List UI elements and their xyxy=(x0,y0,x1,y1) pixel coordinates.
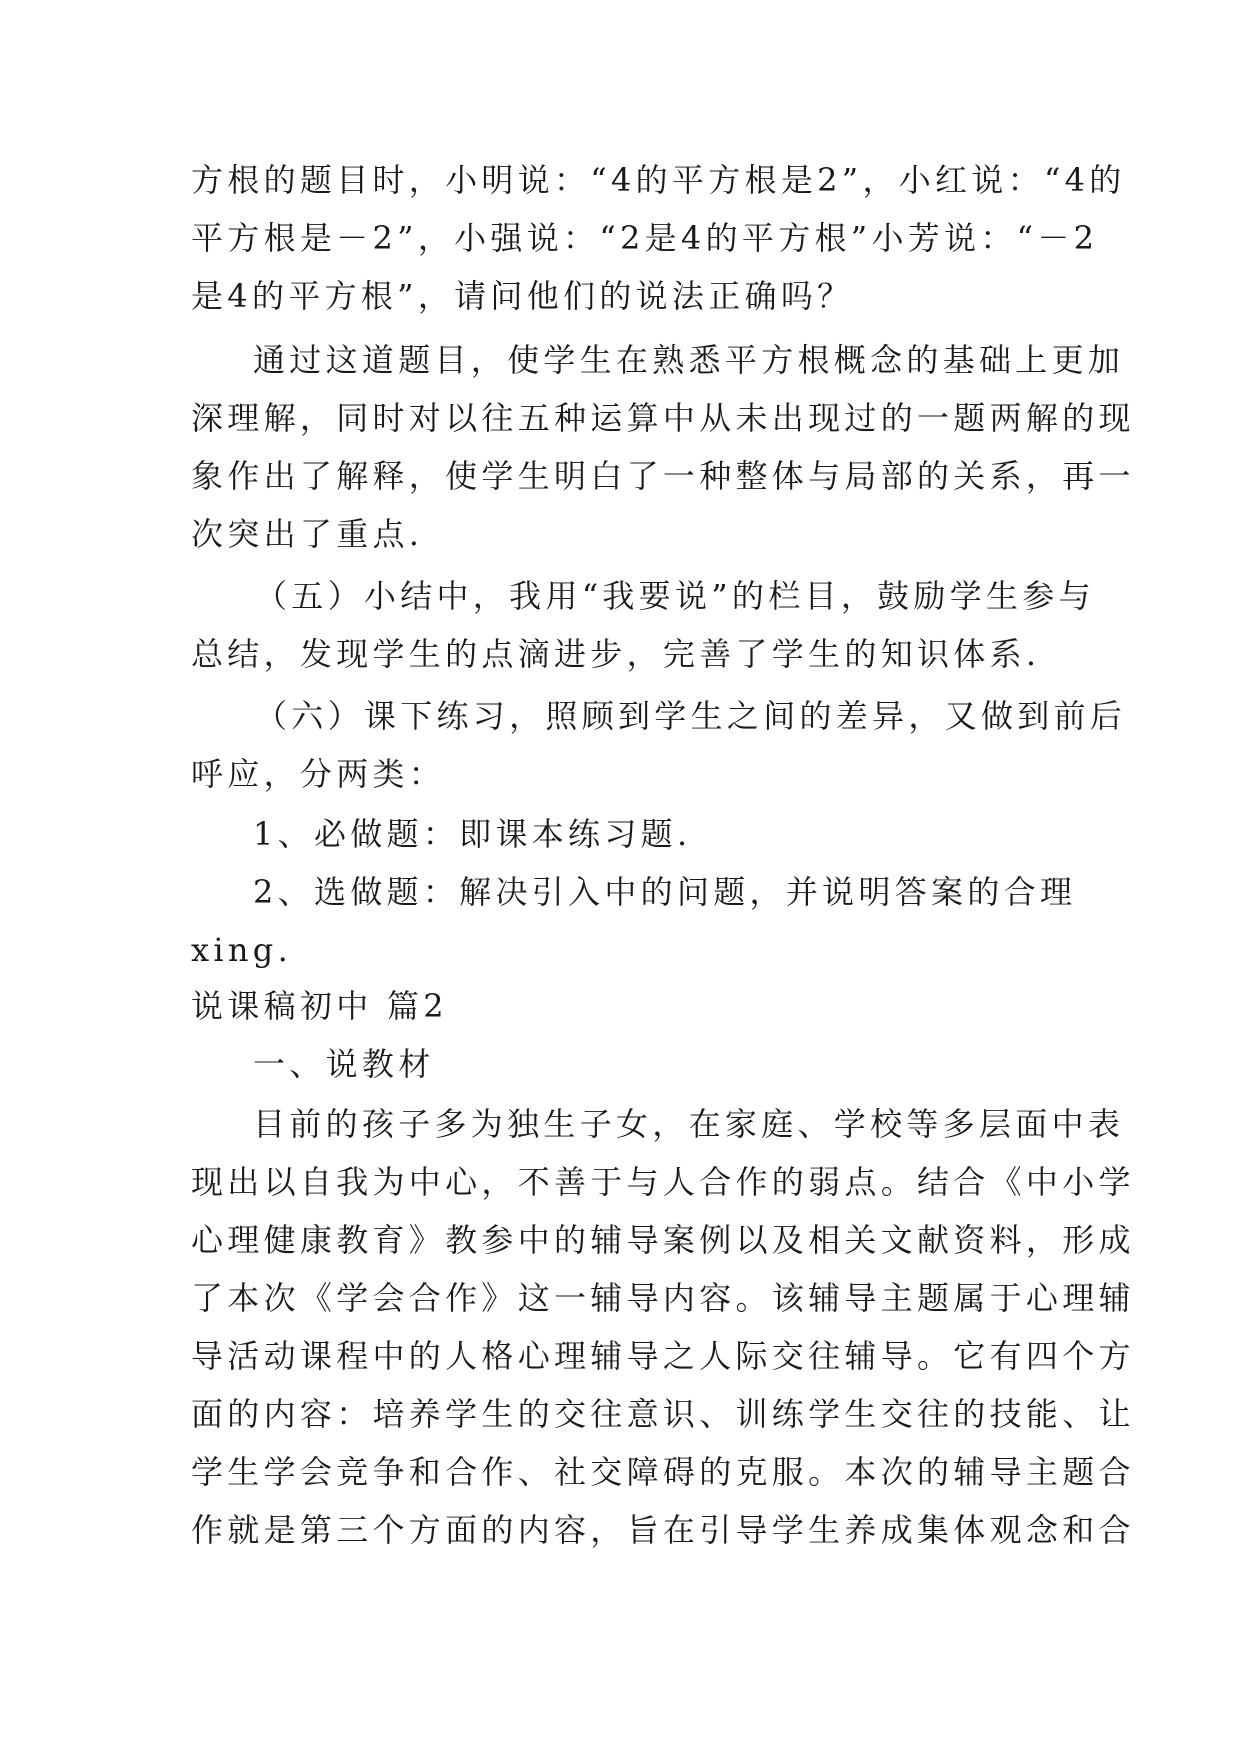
text-line: 了本次《学会合作》这一辅导内容。该辅导主题属于心理辅 xyxy=(191,1279,1135,1317)
text-line: 心理健康教育》教参中的辅导案例以及相关文献资料，形成 xyxy=(191,1221,1135,1259)
text-line: 学生学会竞争和合作、社交障碍的克服。本次的辅导主题合 xyxy=(191,1453,1135,1491)
text-line: 方根的题目时，小明说：“4的平方根是2”，小红说：“4的 xyxy=(191,161,1126,199)
text-line: 象作出了解释，使学生明白了一种整体与局部的关系，再一 xyxy=(191,457,1135,495)
section-heading: 说课稿初中 篇2 xyxy=(191,987,448,1025)
subsection-heading: 一、说教材 xyxy=(253,1045,435,1083)
text-line: 深理解，同时对以往五种运算中从未出现过的一题两解的现 xyxy=(191,399,1135,437)
paragraph-first-line: （六）课下练习，照顾到学生之间的差异，又做到前后 xyxy=(255,697,1127,735)
list-item: 1、必做题：即课本练习题. xyxy=(253,815,692,853)
text-line: xing. xyxy=(191,931,293,969)
text-line: 次突出了重点. xyxy=(191,515,424,553)
text-line: 是4的平方根”，请问他们的说法正确吗？ xyxy=(191,277,854,315)
paragraph-first-line: 通过这道题目，使学生在熟悉平方根概念的基础上更加 xyxy=(253,341,1125,379)
text-line: 呼应，分两类： xyxy=(191,755,446,793)
text-line: 导活动课程中的人格心理辅导之人际交往辅导。它有四个方 xyxy=(191,1337,1135,1375)
text-line: 面的内容：培养学生的交往意识、训练学生交往的技能、让 xyxy=(191,1395,1135,1433)
text-line: 平方根是－2”，小强说：“2是4的平方根”小芳说：“－2 xyxy=(191,219,1099,257)
paragraph-first-line: （五）小结中，我用“我要说”的栏目，鼓励学生参与 xyxy=(255,577,1095,615)
text-line: 现出以自我为中心，不善于与人合作的弱点。结合《中小学 xyxy=(191,1163,1135,1201)
paragraph-first-line: 目前的孩子多为独生子女，在家庭、学校等多层面中表 xyxy=(253,1105,1125,1143)
text-line: 总结，发现学生的点滴进步，完善了学生的知识体系. xyxy=(191,635,1041,673)
text-line: 作就是第三个方面的内容，旨在引导学生养成集体观念和合 xyxy=(191,1511,1135,1549)
list-item: 2、选做题：解决引入中的问题，并说明答案的合理 xyxy=(253,873,1077,911)
